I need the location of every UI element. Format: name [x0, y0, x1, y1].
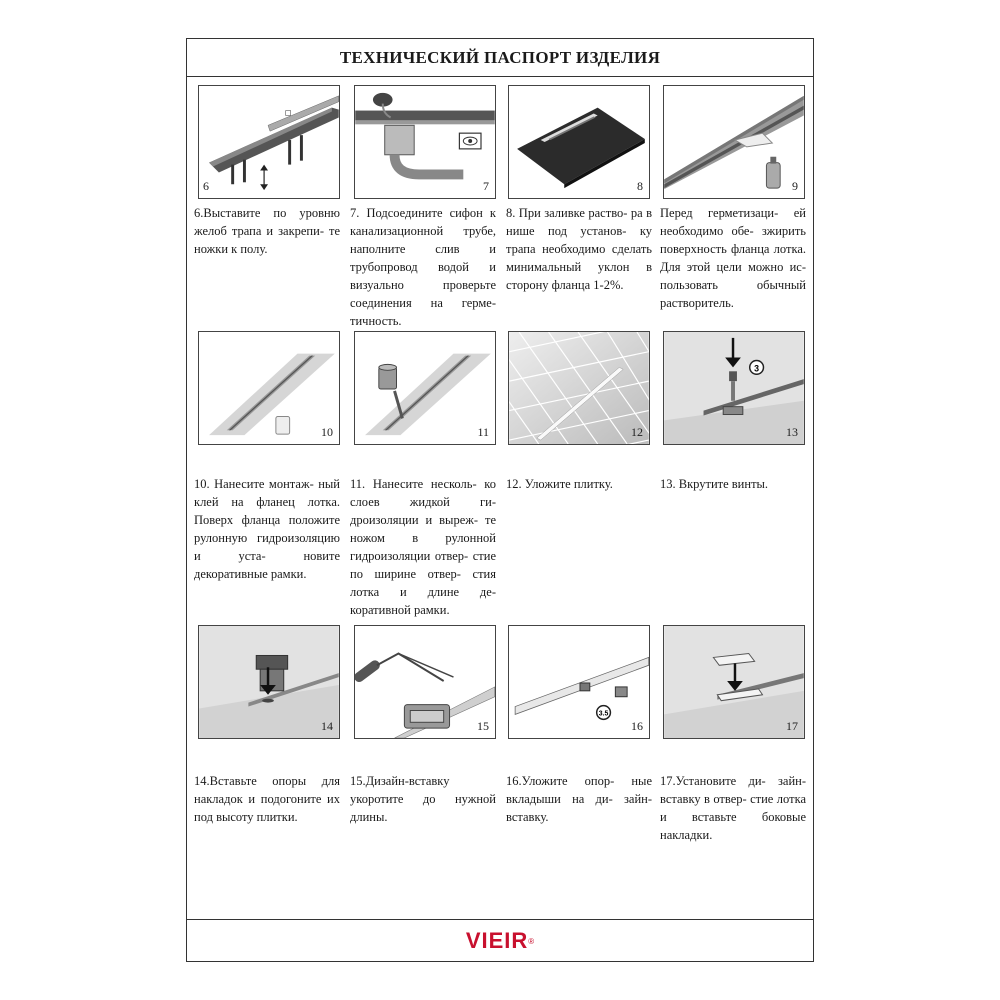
step-number: 12 — [631, 425, 643, 439]
step-number: 6 — [203, 179, 209, 193]
step-17-illustration — [663, 625, 805, 739]
step-15-caption: 15.Дизайн-вставку укоротите до нужной длины. — [350, 774, 496, 824]
step-number: 10 — [321, 425, 333, 439]
screw-badge-text: 3 — [754, 363, 760, 374]
step-11-illustration — [354, 331, 496, 445]
step-number: 14 — [321, 719, 333, 733]
step-8-caption: 8. При заливке раство- ра в нише под установ- ку трапа необходимо сделать минимальный уклон в сторону фланца 1-2%. — [506, 206, 652, 292]
support-inserts-icon — [509, 626, 649, 738]
brand-logo — [187, 927, 813, 955]
step-9-caption: Перед герметизаци- ей необходимо обе- зжирить поверхность фланца лотка. Для этой цели можно ис- пользовать обычный растворитель. — [660, 206, 806, 310]
step-13-illustration — [663, 331, 805, 445]
install-design-insert-icon — [664, 626, 804, 738]
step-10-caption: 10. Нанесите монтаж- ный клей на фланец лотка. Поверх фланца положите рулонную гидроизоляцию и уста- новите декоративные рамки. — [194, 477, 340, 581]
step-13-caption: 13. Вкрутите винты. — [660, 477, 769, 491]
step-14-caption: 14.Вставьте опоры для накладок и подогоните их под высоту плитки. — [194, 774, 340, 824]
insert-support-icon — [199, 626, 339, 738]
page-title: ТЕХНИЧЕСКИЙ ПАСПОРТ ИЗДЕЛИЯ — [187, 39, 813, 77]
step-number: 13 — [786, 425, 798, 439]
degrease-flange-icon — [664, 86, 804, 198]
step-15-illustration — [354, 625, 496, 739]
step-number: 16 — [631, 719, 643, 733]
support-badge-text: 3.5 — [598, 710, 609, 718]
step-number: 8 — [637, 179, 643, 193]
step-number: 7 — [483, 179, 489, 193]
step-14-illustration — [198, 625, 340, 739]
footer-divider — [187, 919, 813, 920]
step-number: 15 — [477, 719, 489, 733]
step-11-caption: 11. Нанесите несколь- ко слоев жидкой ги- дроизоляции и выреж- те ножом в рулонной гидроизоляции отвер- стие по ширине отвер- стия лотка и длине де- коративной рамки. — [350, 477, 496, 617]
step-16-illustration — [508, 625, 650, 739]
step-7-illustration — [354, 85, 496, 199]
step-12-caption: 12. Уложите плитку. — [506, 477, 613, 491]
screw-in-icon — [664, 332, 804, 444]
step-9-illustration — [663, 85, 805, 199]
step-7-caption: 7. Подсоедините сифон к канализационной трубе, наполните слив и трубопровод водой и визуально проверьте соединения на гермe- тичность. — [350, 206, 496, 328]
siphon-connection-icon — [355, 86, 495, 198]
liquid-waterproofing-icon — [355, 332, 495, 444]
brand-name: VIEIR — [465, 928, 529, 953]
step-8-illustration — [508, 85, 650, 199]
hacksaw-cut-icon — [355, 626, 495, 738]
registered-mark: ® — [528, 936, 535, 946]
step-16-caption: 16.Уложите опор- ные вкладыши на ди- зайн-вставку. — [506, 774, 652, 824]
step-12-illustration — [508, 331, 650, 445]
step-17-caption: 17.Установите ди- зайн-вставку в отвер- стие лотка и вставьте боковые накладки. — [660, 774, 806, 842]
step-number: 17 — [786, 719, 798, 733]
lay-tiles-icon — [509, 332, 649, 444]
step-6-caption: 6.Выставите по уровню желоб трапа и закрепи- те ножки к полу. — [194, 206, 340, 256]
step-10-illustration — [198, 331, 340, 445]
level-drain-icon — [199, 86, 339, 198]
step-number: 9 — [792, 179, 798, 193]
step-number: 11 — [477, 425, 489, 439]
step-6-illustration — [198, 85, 340, 199]
mortar-slope-icon — [509, 86, 649, 198]
adhesive-waterproofing-icon — [199, 332, 339, 444]
